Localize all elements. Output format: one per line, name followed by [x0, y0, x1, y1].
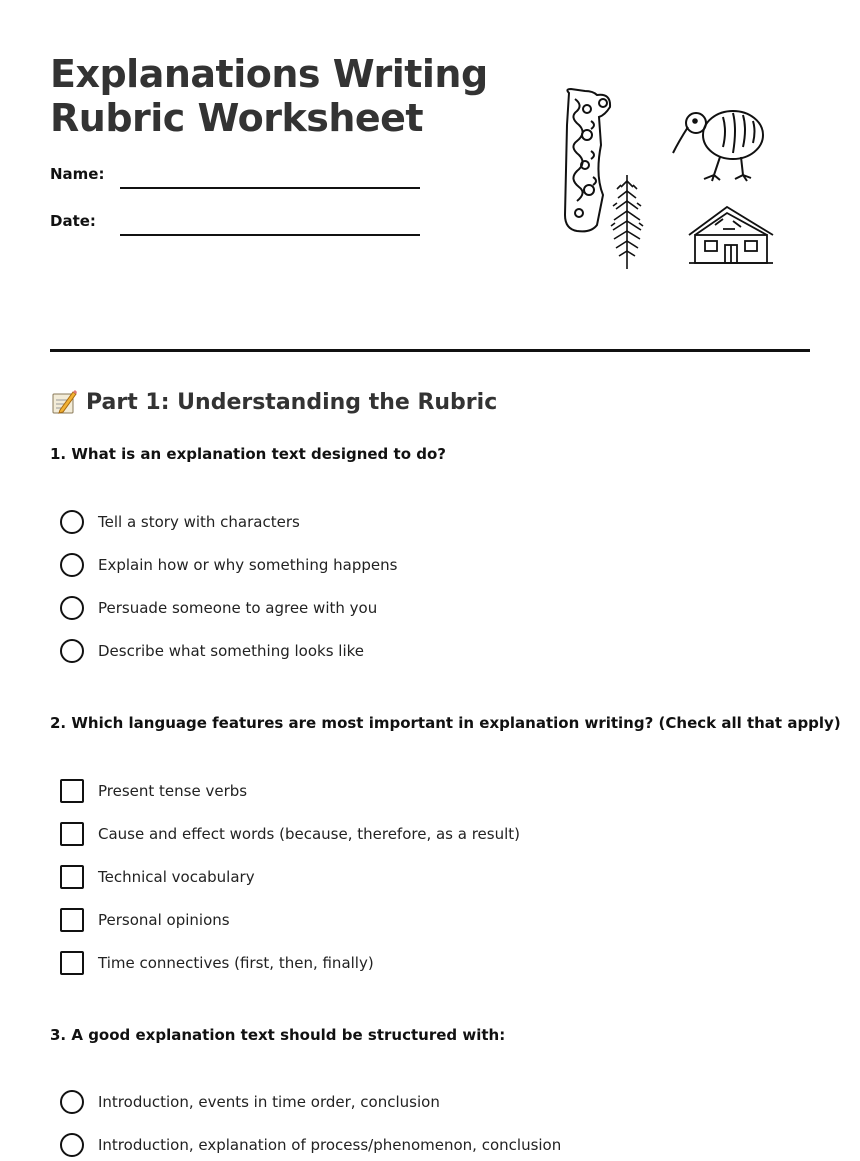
radio-button[interactable]	[60, 1090, 84, 1114]
question-3: 3. A good explanation text should be structured with:	[50, 1026, 506, 1044]
option-label: Explain how or why something happens	[98, 556, 398, 574]
part-1-heading	[50, 388, 497, 416]
q3-option-1[interactable]	[60, 1089, 440, 1115]
checkbox[interactable]	[60, 865, 84, 889]
option-label: Introduction, explanation of process/phenomenon, conclusion	[98, 1136, 562, 1154]
q2-option-2[interactable]	[60, 821, 520, 847]
q1-option-1[interactable]	[60, 509, 300, 535]
name-label: Name:	[50, 165, 105, 183]
checkbox[interactable]	[60, 951, 84, 975]
name-line[interactable]	[120, 187, 420, 189]
q2-option-5[interactable]	[60, 950, 374, 976]
name-field[interactable]	[50, 165, 430, 189]
date-field[interactable]	[50, 212, 430, 236]
q2-option-1[interactable]	[60, 778, 247, 804]
option-label: Time connectives (first, then, finally)	[98, 954, 374, 972]
option-label: Present tense verbs	[98, 782, 248, 800]
option-label: Technical vocabulary	[98, 868, 255, 886]
memo-icon	[50, 388, 78, 416]
date-label: Date:	[50, 212, 96, 230]
option-label: Introduction, events in time order, conclusion	[98, 1093, 440, 1111]
q1-option-3[interactable]	[60, 595, 377, 621]
fern-icon	[611, 175, 643, 269]
radio-button[interactable]	[60, 510, 84, 534]
question-1: 1. What is an explanation text designed to do?	[50, 445, 446, 463]
part-1-title: Part 1: Understanding the Rubric	[86, 389, 498, 415]
radio-button[interactable]	[60, 639, 84, 663]
title-line-2: Rubric Worksheet	[50, 96, 424, 140]
checkbox[interactable]	[60, 908, 84, 932]
option-label: Persuade someone to agree with you	[98, 599, 378, 617]
q1-option-4[interactable]	[60, 638, 364, 664]
checkbox[interactable]	[60, 779, 84, 803]
date-line[interactable]	[120, 234, 420, 236]
section-divider	[50, 349, 810, 352]
option-label: Personal opinions	[98, 911, 230, 929]
option-label: Describe what something looks like	[98, 642, 365, 660]
q1-option-2[interactable]	[60, 552, 397, 578]
title-line-1: Explanations Writing	[50, 52, 488, 96]
kiwi-bird-icon	[673, 111, 763, 181]
checkbox[interactable]	[60, 822, 84, 846]
option-label: Tell a story with characters	[98, 513, 300, 531]
carved-pou-icon	[565, 89, 610, 231]
illustration-group	[555, 85, 785, 275]
worksheet-title	[50, 52, 488, 140]
radio-button[interactable]	[60, 596, 84, 620]
question-2: 2. Which language features are most important in explanation writing? (Check all that apply)	[50, 714, 841, 732]
q2-option-4[interactable]	[60, 907, 230, 933]
q2-option-3[interactable]	[60, 864, 255, 890]
radio-button[interactable]	[60, 553, 84, 577]
meeting-house-icon	[689, 207, 773, 263]
q3-option-2[interactable]	[60, 1132, 561, 1158]
radio-button[interactable]	[60, 1133, 84, 1157]
option-label: Cause and effect words (because, therefore, as a result)	[98, 825, 521, 843]
